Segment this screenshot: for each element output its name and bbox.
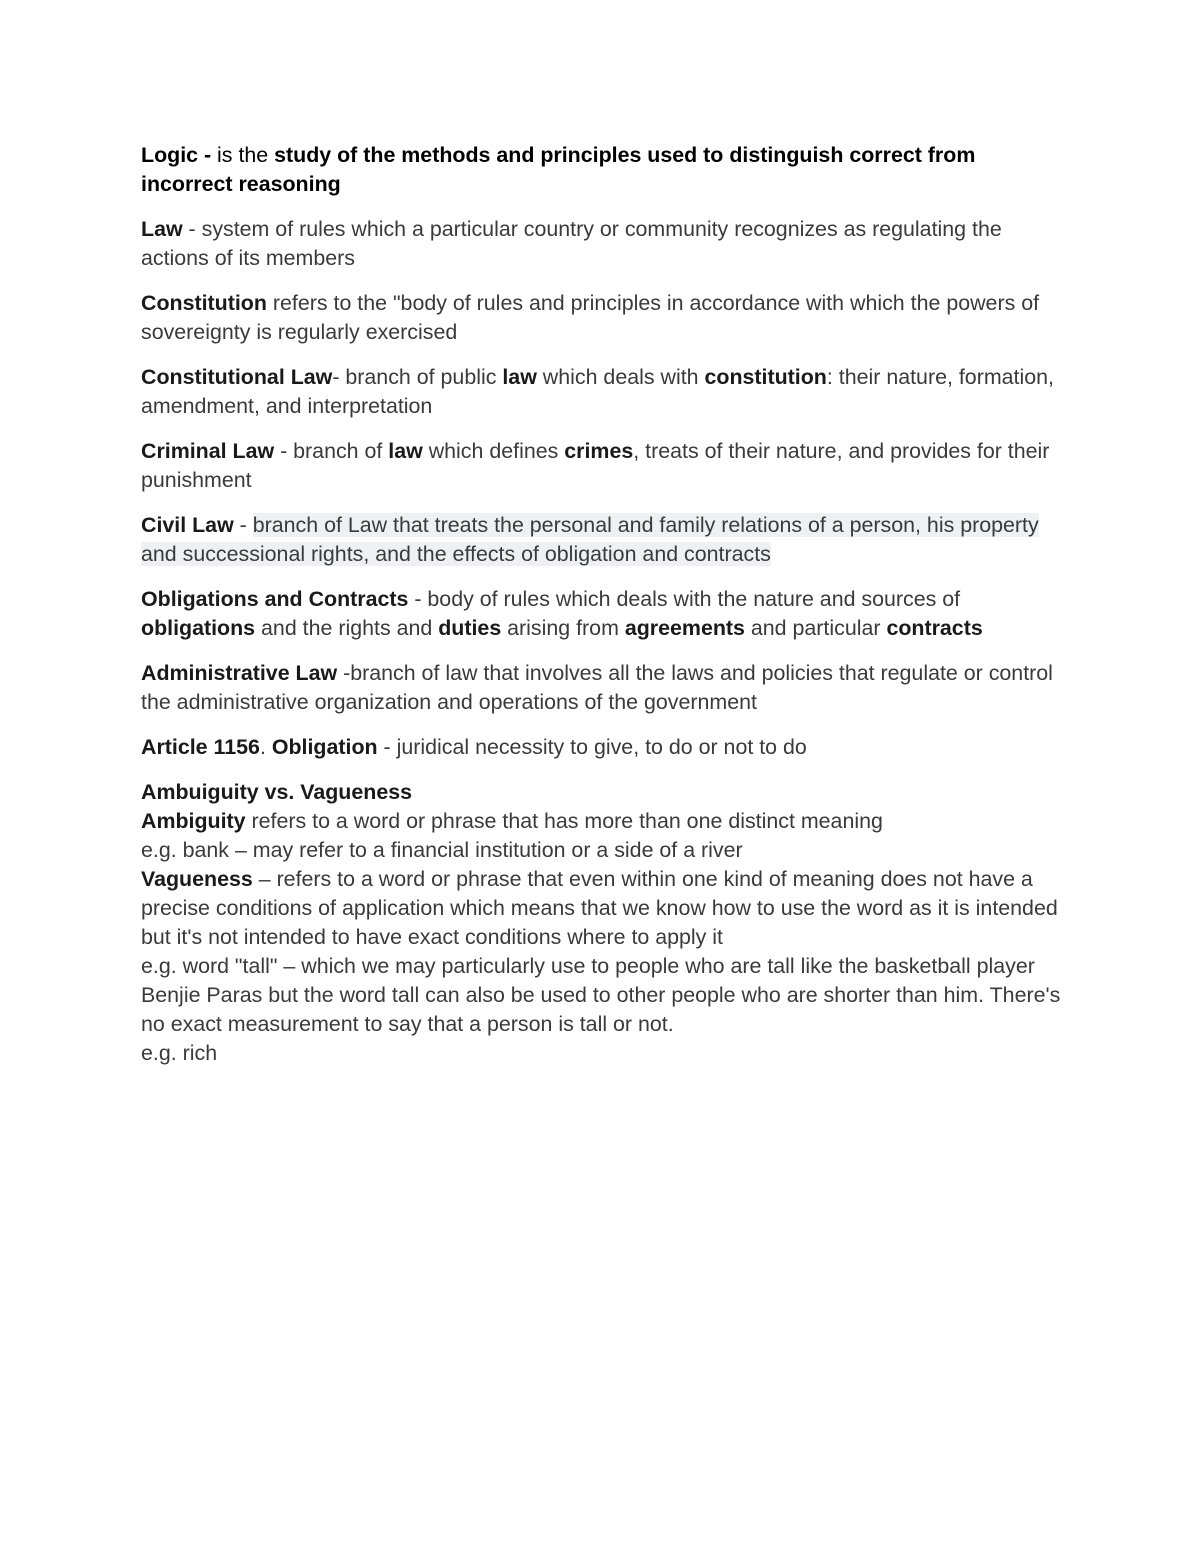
civil-law-term: Civil Law bbox=[141, 513, 234, 537]
obligations-contracts-text-4: and particular bbox=[744, 616, 887, 640]
administrative-law-definition bbox=[141, 659, 1071, 717]
civil-law-separator: - bbox=[233, 513, 253, 537]
constitutional-law-text-3: : their nature, formation, amendment, and interpretation bbox=[141, 365, 1054, 418]
contracts-bold: contracts bbox=[886, 616, 983, 640]
duties-bold: duties bbox=[438, 616, 502, 640]
civil-law-definition-text: branch of Law that treats the personal and family relations of a person, his property and successional rights, and the effects of obligation and contracts bbox=[141, 513, 1039, 566]
law-definition-text: - system of rules which a particular country or community recognizes as regulating the actions of its members bbox=[141, 217, 1002, 270]
agreements-bold: agreements bbox=[624, 616, 745, 640]
constitutional-law-term: Constitutional Law bbox=[141, 365, 333, 389]
vagueness-definition bbox=[141, 865, 1071, 952]
criminal-law-term: Criminal Law bbox=[141, 439, 275, 463]
document-page bbox=[141, 141, 1071, 1068]
ambiguity-term: Ambiguity bbox=[141, 809, 246, 833]
obligations-contracts-text-2: and the rights and bbox=[255, 616, 439, 640]
obligations-contracts-text-1: - body of rules which deals with the nature and sources of bbox=[408, 587, 961, 611]
vagueness-definition-text: – refers to a word or phrase that even within one kind of meaning does not have a precise conditions of application which means that we know how to use the word as it is intended but it's not intended to have exact conditions where to apply it bbox=[141, 867, 1058, 949]
criminal-law-text-3: , treats of their nature, and provides for their punishment bbox=[141, 439, 1050, 492]
criminal-law-bold-crimes: crimes bbox=[564, 439, 634, 463]
constitution-definition-text: refers to the "body of rules and principles in accordance with which the powers of sovereignty is regularly exercised bbox=[141, 291, 1040, 344]
obligations-contracts-term: Obligations and Contracts bbox=[141, 587, 409, 611]
criminal-law-bold-law: law bbox=[388, 439, 423, 463]
vagueness-term: Vagueness bbox=[141, 867, 253, 891]
obligations-contracts-definition bbox=[141, 585, 1071, 643]
ambiguity-definition bbox=[141, 807, 1071, 836]
ambiguity-vagueness-section bbox=[141, 778, 1071, 1068]
criminal-law-definition bbox=[141, 437, 1071, 495]
obligations-contracts-text-3: arising from bbox=[501, 616, 625, 640]
vagueness-example-rich: e.g. rich bbox=[141, 1041, 218, 1065]
article-separator: . bbox=[259, 735, 272, 759]
administrative-law-definition-text: -branch of law that involves all the laws and policies that regulate or control the administrative organization and operations of the government bbox=[141, 661, 1053, 714]
obligations-bold: obligations bbox=[141, 616, 256, 640]
obligation-definition-text: - juridical necessity to give, to do or not to do bbox=[377, 735, 807, 759]
constitutional-law-text-1: - branch of public bbox=[332, 365, 503, 389]
civil-law-definition bbox=[141, 511, 1071, 569]
article-1156-definition bbox=[141, 733, 1071, 762]
obligation-term: Obligation bbox=[271, 735, 378, 759]
constitutional-law-bold-law: law bbox=[502, 365, 537, 389]
constitutional-law-bold-constitution: constitution bbox=[704, 365, 827, 389]
constitutional-law-definition bbox=[141, 363, 1071, 421]
criminal-law-text-2: which defines bbox=[422, 439, 565, 463]
section-heading: Ambuiguity vs. Vagueness bbox=[141, 780, 413, 804]
logic-term: Logic - bbox=[141, 143, 212, 167]
ambiguity-example: e.g. bank – may refer to a financial institution or a side of a river bbox=[141, 838, 743, 862]
law-definition bbox=[141, 215, 1071, 273]
law-term: Law bbox=[141, 217, 183, 241]
constitution-term: Constitution bbox=[141, 291, 267, 315]
vagueness-example-tall: e.g. word "tall" – which we may particularly use to people who are tall like the basketball player Benjie Paras but the word tall can also be used to other people who are shorter than him. There's no exact measurement to say that a person is tall or not. bbox=[141, 954, 1061, 1036]
article-number: Article 1156 bbox=[141, 735, 260, 759]
ambiguity-definition-text: refers to a word or phrase that has more than one distinct meaning bbox=[245, 809, 883, 833]
constitution-definition bbox=[141, 289, 1071, 347]
logic-definition-text: study of the methods and principles used to distinguish correct from incorrect reasoning bbox=[141, 143, 976, 196]
logic-connector: is the bbox=[211, 143, 275, 167]
constitutional-law-text-2: which deals with bbox=[536, 365, 705, 389]
administrative-law-term: Administrative Law bbox=[141, 661, 338, 685]
criminal-law-text-1: - branch of bbox=[274, 439, 389, 463]
logic-definition bbox=[141, 141, 1071, 199]
